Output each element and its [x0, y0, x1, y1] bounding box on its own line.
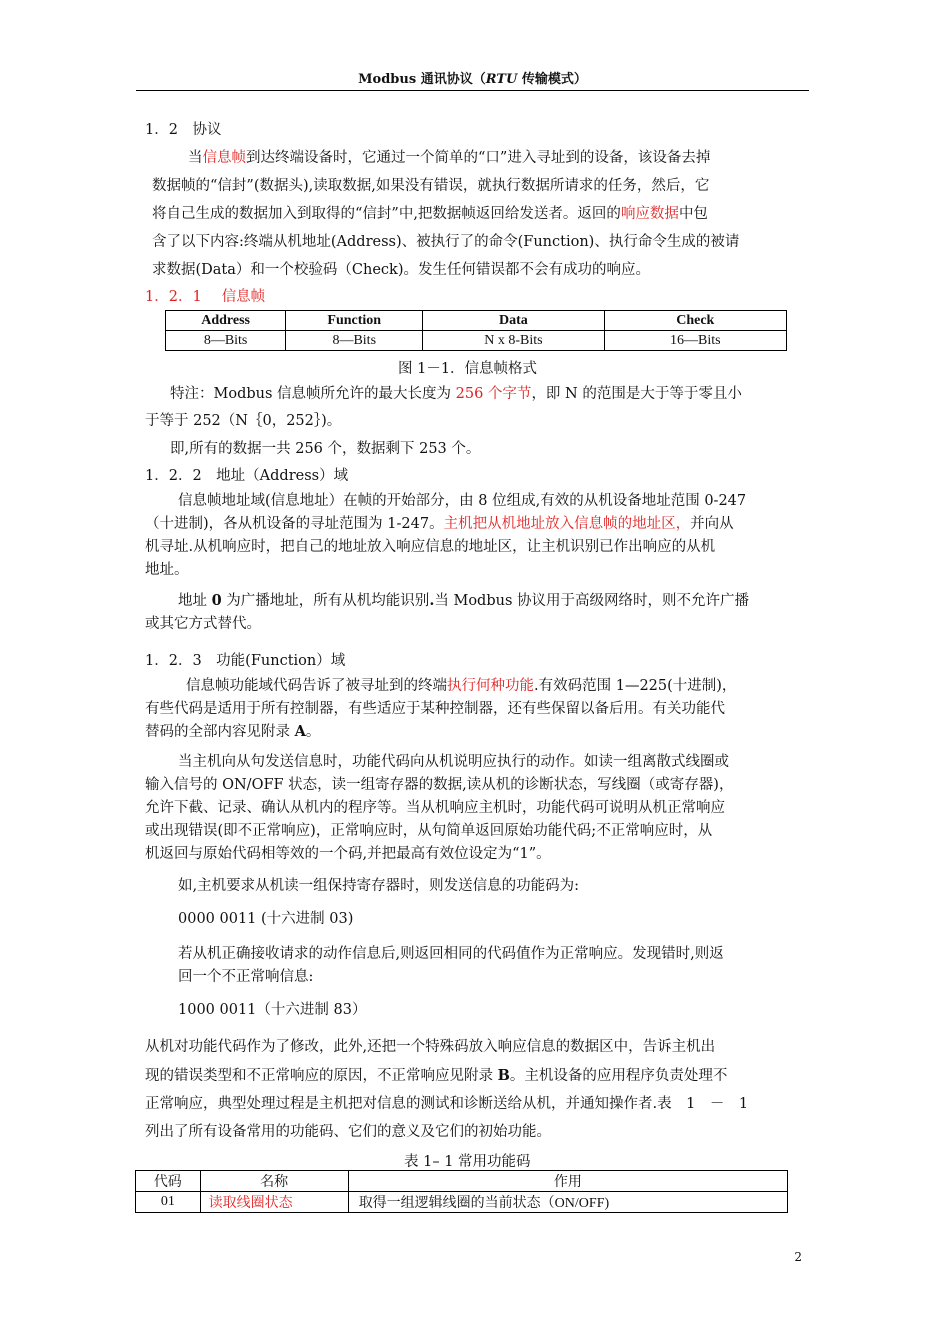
code-line: 1000 0011（十六进制 83）	[178, 1002, 367, 1018]
table-cell: 16—Bits	[604, 331, 786, 351]
table-header: Address	[166, 311, 286, 331]
para-line: 当信息帧到达终端设备时，它通过一个简单的“口”进入寻址到的设备，该设备去掉	[188, 150, 711, 166]
table-header: 代码	[136, 1171, 201, 1192]
page-header: Modbus 通讯协议（RTU 传输模式）	[136, 68, 809, 91]
table-header: Function	[286, 311, 423, 331]
frame-format-table	[165, 310, 787, 351]
para-line: （十进制)，各从机设备的寻址范围为 1-247。主机把从机地址放入信息帧的地址区，并向从	[145, 516, 734, 532]
table-header: 名称	[200, 1171, 348, 1192]
para-line: 求数据(Data）和一个校验码（Check)。发生任何错误都不会有成功的响应。	[152, 262, 650, 278]
figure-caption: 图 1－1．信息帧格式	[398, 361, 538, 377]
table-cell: 8—Bits	[286, 331, 423, 351]
section-title-1-2-2: 1．2．2 地址（Address）域	[145, 468, 349, 484]
para-line: 正常响应，典型处理过程是主机把对信息的测试和诊断送给从机，并通知操作者.表 1 － 1	[145, 1096, 749, 1112]
para-line: 机寻址.从机响应时，把自己的地址放入响应信息的地址区，让主机识别已作出响应的从机	[145, 539, 716, 555]
para-line: 回一个不正常响信息:	[178, 969, 314, 985]
para-line: 机返回与原始代码相等效的一个码,并把最高有效位设定为“1”。	[145, 846, 551, 862]
para-line: 当主机向从句发送信息时，功能代码向从机说明应执行的动作。如读一组离散式线圈或	[178, 754, 729, 770]
para-line: 从机对功能代码作为了修改，此外,还把一个特殊码放入响应信息的数据区中，告诉主机出	[145, 1039, 716, 1055]
note-line: 即,所有的数据一共 256 个，数据剩下 253 个。	[170, 441, 481, 457]
table-header: Data	[423, 311, 604, 331]
para-line: 地址。	[145, 562, 189, 578]
para-line: 地址 0 为广播地址，所有从机均能识别.当 Modbus 协议用于高级网络时，则不允许广播	[178, 592, 750, 609]
table-cell: 读取线圈状态	[200, 1192, 348, 1213]
para-line: 含了以下内容:终端从机地址(Address)、被执行了的命令(Function)、执行命令生成的被请	[152, 234, 740, 250]
section-title-1-2: 1．2 协议	[145, 122, 222, 138]
para-line: 或出现错误(即不正常响应)，正常响应时，从句简单返回原始功能代码;不正常响应时，从	[145, 823, 713, 839]
para-line: 有些代码是适用于所有控制器，有些适应于某种控制器，还有些保留以备后用。有关功能代	[145, 701, 725, 717]
para-line: 如,主机要求从机读一组保持寄存器时，则发送信息的功能码为:	[178, 878, 579, 894]
para-line: 信息帧功能域代码告诉了被寻址到的终端执行何种功能.有效码范围 1—225(十进制)，	[186, 678, 737, 694]
para-line: 数据帧的“信封”(数据头),读取数据,如果没有错误，就执行数据所请求的任务，然后，它	[152, 178, 710, 194]
para-line: 信息帧地址域(信息地址）在帧的开始部分，由 8 位组成,有效的从机设备地址范围 0-247	[178, 493, 747, 509]
para-line: 若从机正确接收请求的动作信息后,则返回相同的代码值作为正常响应。发现错时,则返	[178, 946, 724, 962]
para-line: 列出了所有设备常用的功能码、它们的意义及它们的初始功能。	[145, 1124, 551, 1140]
table-cell: 8—Bits	[166, 331, 286, 351]
table-cell: 01	[136, 1192, 201, 1213]
para-line: 允许下截、记录、确认从机内的程序等。当从机响应主机时，功能代码可说明从机正常响应	[145, 800, 725, 816]
table-cell: N x 8-Bits	[423, 331, 604, 351]
para-line: 将自己生成的数据加入到取得的“信封”中,把数据帧返回给发送者。返回的响应数据中包	[152, 206, 708, 222]
page-number: 2	[794, 1250, 802, 1264]
note-line: 特注：Modbus 信息帧所允许的最大长度为 256 个字节，即 N 的范围是大于等于零且小	[170, 386, 742, 402]
para-line: 输入信号的 ON/OFF 状态，读一组寄存器的数据,读从机的诊断状态，写线圈（或寄存器)，	[145, 777, 734, 793]
para-line: 或其它方式替代。	[145, 616, 261, 632]
code-line: 0000 0011 (十六进制 03)	[178, 911, 354, 927]
table-caption: 表 1– 1 常用功能码	[404, 1154, 531, 1170]
section-title-1-2-3: 1．2．3 功能(Function）域	[145, 653, 346, 669]
table-header: 作用	[348, 1171, 787, 1192]
table-cell: 取得一组逻辑线圈的当前状态（ON/OFF)	[348, 1192, 787, 1213]
para-line: 替码的全部内容见附录 A。	[145, 723, 321, 740]
section-title-1-2-1: 1．2．1 信息帧	[145, 289, 266, 305]
note-line: 于等于 252（N｛0，252｝)。	[145, 413, 342, 429]
table-header: Check	[604, 311, 786, 331]
function-code-table	[135, 1170, 788, 1213]
para-line: 现的错误类型和不正常响应的原因，不正常响应见附录 B。主机设备的应用程序负责处理不	[145, 1067, 728, 1084]
